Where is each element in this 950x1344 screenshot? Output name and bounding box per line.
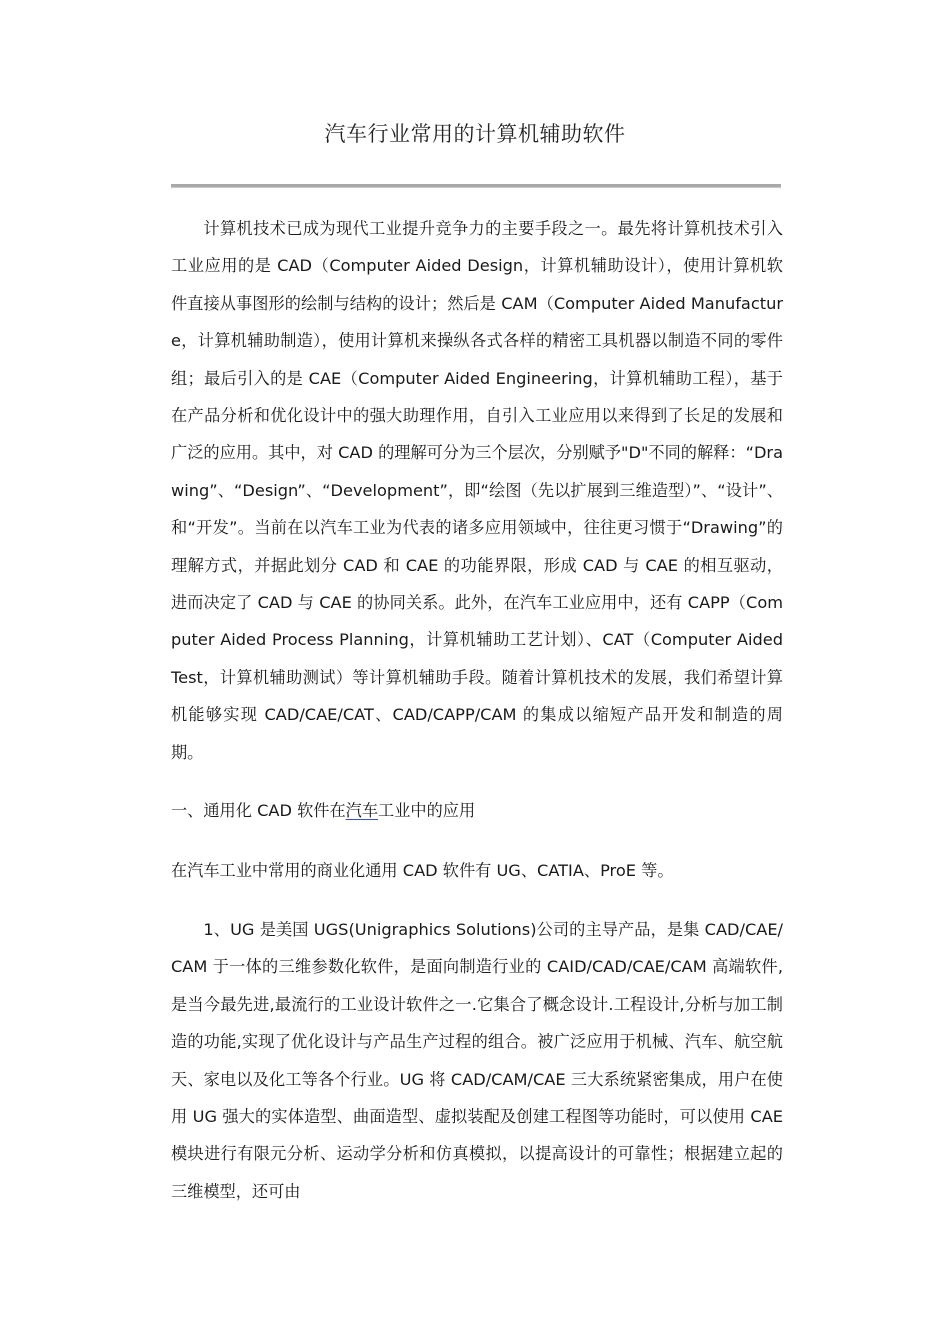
section1-intro: 在汽车工业中常用的商业化通用 CAD 软件有 UG、CATIA、ProE 等。 — [171, 861, 674, 880]
section1-heading-block — [171, 792, 783, 829]
section1-heading-prefix: 一、通用化 CAD 软件在 — [171, 801, 346, 820]
section1-heading-suffix: 工业中的应用 — [378, 801, 476, 820]
section1-intro-block — [171, 852, 783, 889]
document-title: 汽车行业常用的计算机辅助软件 — [324, 122, 626, 146]
title-divider — [171, 184, 781, 188]
ug-block — [171, 911, 783, 1210]
section1-heading-link[interactable]: 汽车 — [345, 801, 379, 820]
ug-paragraph: 1、UG 是美国 UGS(Unigraphics Solutions)公司的主导产品，是集 CAD/CAE/CAM 于一体的三维参数化软件，是面向制造行业的 CAID/CAD/CAE/CAM 高端软件,是当今最先进,最流行的工业设计软件之一.它集合了概念设计.工程设计,分析与加工制造的功能,实现了优化设计与产品生产过程的组合。被广泛应用于机械、汽车、航空航天、家电以及化工等各个行业。UG 将 CAD/CAM/CAE 三大系统紧密集成，用户在使用 UG 强大的实体造型、曲面造型、虚拟装配及创建工程图等功能时，可以使用 CAE 模块进行有限元分析、运动学分析和仿真模拟，以提高设计的可靠性；根据建立起的三维模型，还可由 — [171, 920, 783, 1201]
intro-block — [171, 210, 783, 771]
intro-paragraph: 计算机技术已成为现代工业提升竞争力的主要手段之一。最先将计算机技术引入工业应用的是 CAD（Computer Aided Design，计算机辅助设计），使用计算机软件直接从事图形的绘制与结构的设计；然后是 CAM（Computer Aided Manufacture，计算机辅助制造），使用计算机来操纵各式各样的精密工具机器以制造不同的零件组；最后引入的是 CAE（Computer Aided Engineering，计算机辅助工程），基于在产品分析和优化设计中的强大助理作用，自引入工业应用以来得到了长足的发展和广泛的应用。其中，对 CAD 的理解可分为三个层次，分别赋予"D"不同的解释：“Drawing”、“Design”、“Development”，即“绘图（先以扩展到三维造型）”、“设计”、和“开发”。当前在以汽车工业为代表的诸多应用领域中，往往更习惯于“Drawing”的理解方式，并据此划分 CAD 和 CAE 的功能界限，形成 CAD 与 CAE 的相互驱动，进而决定了 CAD 与 CAE 的协同关系。此外，在汽车工业应用中，还有 CAPP（Computer Aided Process Planning，计算机辅助工艺计划）、CAT（Computer Aided Test，计算机辅助测试）等计算机辅助手段。随着计算机技术的发展，我们希望计算机能够实现 CAD/CAE/CAT、CAD/CAPP/CAM 的集成以缩短产品开发和制造的周期。 — [171, 219, 783, 762]
section1-heading — [171, 792, 783, 829]
